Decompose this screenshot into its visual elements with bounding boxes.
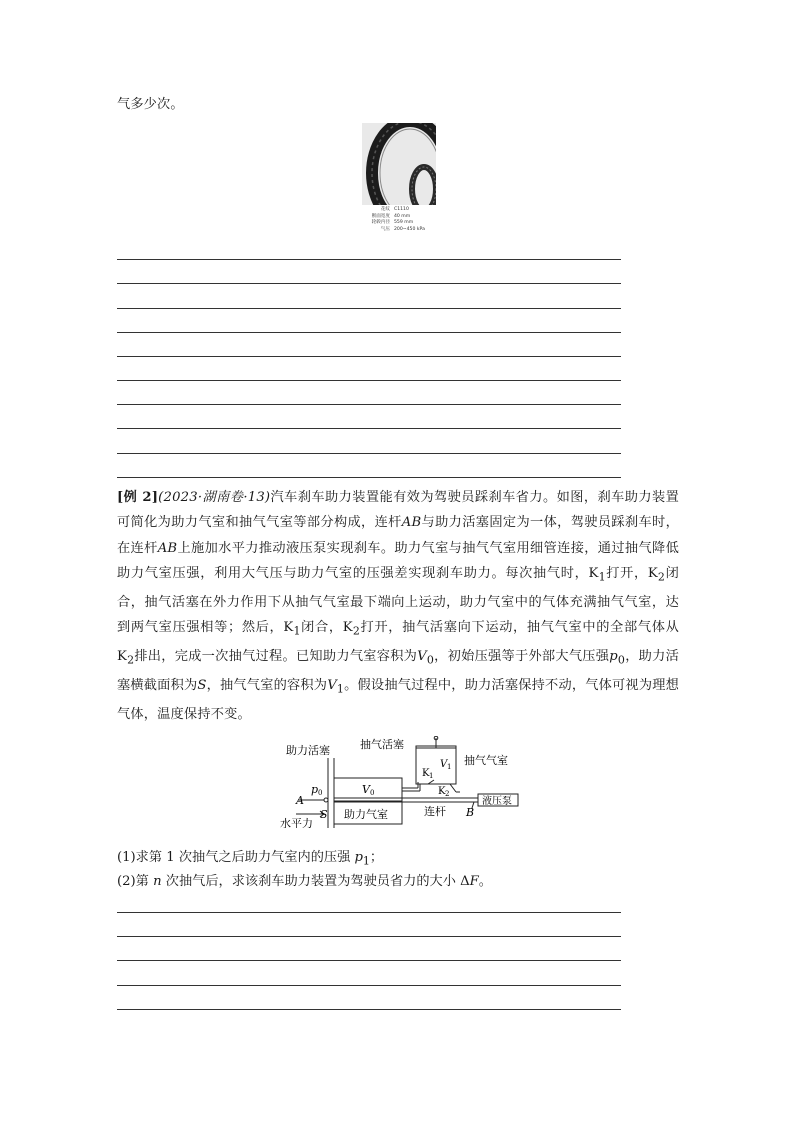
- answer-line: [117, 380, 621, 381]
- label-a: A: [296, 794, 304, 807]
- tire-spec-value: C1110: [394, 207, 409, 212]
- math-var: S: [197, 678, 207, 693]
- answer-line: [117, 356, 621, 357]
- intro-tail-text: 气多少次。: [117, 97, 184, 112]
- subscript: 2: [657, 570, 666, 584]
- math-var: p: [609, 649, 618, 665]
- label-p0-sub: 0: [318, 789, 323, 797]
- tire-figure: [362, 123, 436, 236]
- answer-line: [117, 960, 621, 961]
- example-text: 与助力活塞固定为一体，驾驶员踩刹车时，在连杆: [117, 515, 679, 556]
- answer-line: [117, 477, 621, 478]
- label-boost-chamber: 助力气室: [344, 808, 388, 821]
- question-text: ；: [369, 850, 384, 865]
- subscript: 1: [598, 570, 606, 584]
- subscript: 1: [336, 682, 345, 696]
- label-s: S: [320, 808, 328, 821]
- subscript: 1: [293, 624, 301, 638]
- label-rod: 连杆: [424, 805, 446, 818]
- math-var: AB: [401, 515, 422, 531]
- math-var: V: [327, 678, 337, 693]
- tire-spec-row: [362, 220, 436, 227]
- tire-spec-key: 花纹: [380, 207, 390, 212]
- tire-spec-value: 559 mm: [394, 220, 414, 226]
- math-var: AB: [157, 540, 178, 556]
- math-var: F: [469, 874, 479, 889]
- answer-line: [117, 912, 621, 913]
- label-horizontal-force: 水平力: [280, 817, 313, 828]
- question-text: (2)第: [117, 874, 149, 889]
- label-v0-sub: 0: [370, 789, 375, 797]
- example-text: ，初始压强等于外部大气压强: [434, 649, 610, 665]
- question-text: (1)求第 1 次抽气之后助力气室内的压强: [117, 850, 351, 865]
- label-pump-chamber: 抽气气室: [464, 754, 508, 767]
- tire-spec-value: 40 mm: [394, 213, 411, 219]
- example-source: (2023·湖南卷·13): [158, 490, 271, 505]
- example-text: 。假设抽气过程中，助力活塞保持不动，气体可视为理想气体，温度保持不变。: [117, 678, 680, 722]
- answer-line: [117, 332, 621, 333]
- subscript: 2: [127, 653, 135, 667]
- answer-line: [117, 283, 621, 284]
- tire-spec-row: [362, 227, 436, 234]
- example-text: ，抽气气室的容积为: [206, 678, 328, 693]
- example-text: 上施加水平力推动液压泵实现刹车。助力气室与抽气气室用细管连接，通过抽气降低助力气室压强，利用大气压与助力气室的压强差实现刹车助力。每次抽气时，K: [117, 540, 679, 581]
- example-tag: [例 2]: [117, 490, 159, 505]
- answer-line: [117, 985, 621, 986]
- label-hydraulic-pump: 液压泵: [482, 796, 512, 807]
- label-v0: V: [362, 783, 370, 796]
- example-text: 打开，抽气活塞向下运动，抽气气室中的全部气体从 K: [117, 620, 679, 665]
- question-text: 。: [478, 874, 492, 889]
- answer-line: [117, 428, 621, 429]
- example-paragraph: [117, 485, 679, 727]
- label-k2-sub: 2: [445, 790, 450, 798]
- math-var: n: [153, 874, 162, 889]
- example-text: 排出，完成一次抽气过程。已知助力气室容积为: [134, 649, 418, 665]
- label-k1: K: [422, 768, 430, 779]
- label-v1-sub: 1: [447, 763, 452, 771]
- example-text: 打开，K: [605, 565, 658, 581]
- math-var: V: [417, 649, 427, 665]
- tire-spec-value: 200~450 kPa: [394, 226, 425, 232]
- example-text: 闭合，抽气活塞在外力作用下从抽气气室最下端向上运动，助力气室中的气体充满抽气气室，达到两气室压强相等；然后，K: [117, 565, 679, 636]
- label-pump-piston: 抽气活塞: [360, 738, 404, 751]
- label-boost-piston: 助力活塞: [286, 744, 330, 757]
- answer-line: [117, 1009, 621, 1010]
- answer-line: [117, 453, 621, 454]
- answer-line: [117, 404, 621, 405]
- tire-spec-key: 断面宽度: [371, 213, 390, 219]
- example-text: ，助力活塞横截面积为: [117, 649, 679, 693]
- label-b: B: [466, 806, 475, 819]
- subscript: 0: [617, 653, 626, 667]
- brake-booster-diagram: [278, 736, 528, 828]
- question-text: 次抽气后，求该刹车助力装置为驾驶员省力的大小 Δ: [165, 874, 470, 889]
- answer-line: [117, 259, 621, 260]
- label-k2: K: [438, 786, 446, 797]
- subscript: 1: [362, 854, 370, 868]
- question-2: [117, 870, 492, 894]
- answer-line: [117, 308, 621, 309]
- tire-spec-table: [362, 207, 436, 233]
- label-p0: p: [311, 783, 319, 796]
- example-text: 汽车刹车助力装置能有效为驾驶员踩刹车省力。如图，刹车助力装置可简化为助力气室和抽气气室等部分构成，连杆: [117, 490, 679, 531]
- tire-spec-row: [362, 207, 436, 214]
- tire-spec-key: 气压: [380, 226, 390, 232]
- subscript: 0: [426, 653, 435, 667]
- example-text: 闭合，K: [300, 620, 353, 636]
- label-k1-sub: 1: [429, 772, 434, 780]
- math-var: p: [354, 850, 363, 865]
- tire-photo: [362, 123, 436, 205]
- subscript: 2: [352, 624, 361, 638]
- tire-spec-key: 轮毂内径: [371, 220, 390, 226]
- answer-line: [117, 936, 621, 937]
- label-v1: V: [440, 759, 448, 770]
